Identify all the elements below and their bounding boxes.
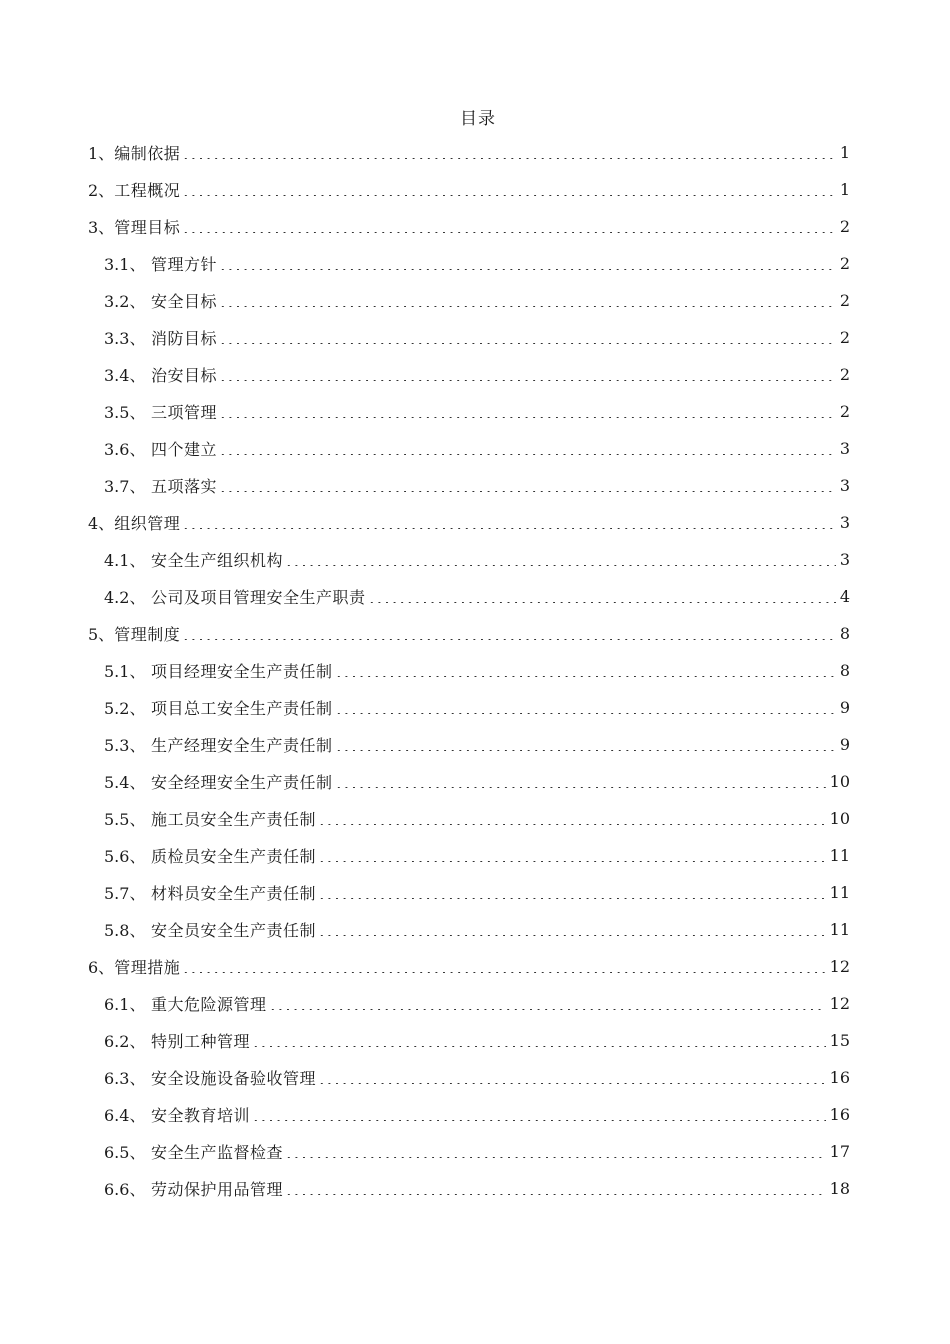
- toc-list: [0, 134, 950, 1207]
- toc-entry-number: 2、: [88, 181, 115, 200]
- toc-entry-number: 4、: [88, 514, 115, 533]
- toc-entry-page-number: 2: [839, 365, 850, 384]
- toc-subsection-entry[interactable]: [0, 282, 950, 319]
- toc-entry-number: 6.2、: [104, 1032, 146, 1051]
- toc-entry-page-number: 12: [829, 957, 850, 976]
- toc-subsection-entry[interactable]: [0, 985, 950, 1022]
- toc-dot-leader: [318, 861, 826, 862]
- toc-entry-label: 管理方针: [151, 255, 218, 274]
- toc-entry-label: 治安目标: [151, 366, 218, 385]
- toc-dot-leader: [269, 1009, 826, 1010]
- toc-dot-leader: [219, 454, 836, 455]
- toc-subsection-entry[interactable]: [0, 1022, 950, 1059]
- toc-entry-label: 安全目标: [151, 292, 218, 311]
- toc-dot-leader: [318, 898, 826, 899]
- toc-subsection-entry[interactable]: [0, 467, 950, 504]
- toc-entry-number: 6.1、: [104, 995, 146, 1014]
- toc-dot-leader: [182, 972, 825, 973]
- toc-entry-label: 项目经理安全生产责任制: [151, 662, 333, 681]
- toc-entry-label: 安全生产监督检查: [151, 1143, 284, 1162]
- toc-entry-page-number: 8: [839, 624, 850, 643]
- toc-entry-number: 3.7、: [104, 477, 146, 496]
- toc-entry-page-number: 3: [839, 550, 850, 569]
- toc-entry-number: 6、: [88, 958, 115, 977]
- toc-entry-label: 质检员安全生产责任制: [151, 847, 317, 866]
- toc-dot-leader: [285, 1157, 826, 1158]
- toc-section-entry[interactable]: [0, 948, 950, 985]
- toc-entry-number: 5.6、: [104, 847, 146, 866]
- toc-entry-page-number: 10: [829, 772, 850, 791]
- toc-entry-label: 安全生产组织机构: [151, 551, 284, 570]
- toc-subsection-entry[interactable]: [0, 837, 950, 874]
- toc-entry-page-number: 4: [839, 587, 850, 606]
- toc-entry-label: 管理制度: [114, 625, 181, 644]
- toc-subsection-entry[interactable]: [0, 689, 950, 726]
- toc-dot-leader: [219, 343, 836, 344]
- toc-dot-leader: [335, 713, 836, 714]
- toc-subsection-entry[interactable]: [0, 245, 950, 282]
- toc-entry-page-number: 2: [839, 402, 850, 421]
- toc-entry-page-number: 10: [829, 809, 850, 828]
- toc-entry-number: 5.1、: [104, 662, 146, 681]
- toc-entry-page-number: 3: [839, 513, 850, 532]
- toc-entry-page-number: 9: [839, 698, 850, 717]
- toc-entry-label: 编制依据: [114, 144, 181, 163]
- toc-entry-label: 材料员安全生产责任制: [151, 884, 317, 903]
- toc-dot-leader: [182, 232, 836, 233]
- toc-dot-leader: [285, 565, 836, 566]
- toc-entry-page-number: 11: [829, 846, 850, 865]
- toc-entry-number: 3、: [88, 218, 115, 237]
- toc-entry-label: 四个建立: [151, 440, 218, 459]
- toc-entry-label: 安全员安全生产责任制: [151, 921, 317, 940]
- toc-entry-page-number: 1: [839, 180, 850, 199]
- toc-entry-page-number: 2: [839, 217, 850, 236]
- toc-entry-number: 3.1、: [104, 255, 146, 274]
- toc-entry-page-number: 2: [839, 291, 850, 310]
- toc-entry-number: 4.2、: [104, 588, 146, 607]
- toc-subsection-entry[interactable]: [0, 1133, 950, 1170]
- toc-entry-label: 三项管理: [151, 403, 218, 422]
- toc-subsection-entry[interactable]: [0, 1096, 950, 1133]
- toc-entry-number: 5.7、: [104, 884, 146, 903]
- toc-entry-label: 施工员安全生产责任制: [151, 810, 317, 829]
- toc-section-entry[interactable]: [0, 134, 950, 171]
- toc-section-entry[interactable]: [0, 615, 950, 652]
- toc-entry-number: 3.6、: [104, 440, 146, 459]
- toc-entry-label: 安全教育培训: [151, 1106, 251, 1125]
- toc-entry-number: 3.5、: [104, 403, 146, 422]
- toc-dot-leader: [252, 1120, 826, 1121]
- toc-entry-label: 五项落实: [151, 477, 218, 496]
- toc-entry-number: 1、: [88, 144, 115, 163]
- toc-subsection-entry[interactable]: [0, 800, 950, 837]
- toc-subsection-entry[interactable]: [0, 652, 950, 689]
- toc-entry-page-number: 16: [829, 1105, 850, 1124]
- toc-entry-page-number: 3: [839, 476, 850, 495]
- toc-dot-leader: [219, 491, 836, 492]
- toc-dot-leader: [335, 787, 826, 788]
- toc-entry-label: 公司及项目管理安全生产职责: [151, 588, 366, 607]
- toc-entry-number: 3.4、: [104, 366, 146, 385]
- toc-entry-label: 项目总工安全生产责任制: [151, 699, 333, 718]
- toc-dot-leader: [219, 417, 836, 418]
- toc-subsection-entry[interactable]: [0, 541, 950, 578]
- toc-entry-page-number: 17: [829, 1142, 850, 1161]
- toc-entry-label: 消防目标: [151, 329, 218, 348]
- toc-entry-number: 5.2、: [104, 699, 146, 718]
- toc-entry-number: 6.4、: [104, 1106, 146, 1125]
- toc-dot-leader: [219, 380, 836, 381]
- toc-subsection-entry[interactable]: [0, 356, 950, 393]
- toc-dot-leader: [182, 639, 836, 640]
- toc-entry-label: 管理措施: [114, 958, 181, 977]
- toc-entry-page-number: 1: [839, 143, 850, 162]
- toc-entry-page-number: 2: [839, 328, 850, 347]
- toc-entry-number: 5、: [88, 625, 115, 644]
- toc-subsection-entry[interactable]: [0, 1170, 950, 1207]
- toc-entry-label: 安全经理安全生产责任制: [151, 773, 333, 792]
- toc-title: 目录: [460, 109, 496, 129]
- toc-entry-number: 3.3、: [104, 329, 146, 348]
- toc-dot-leader: [252, 1046, 826, 1047]
- toc-dot-leader: [335, 750, 836, 751]
- toc-entry-label: 重大危险源管理: [151, 995, 267, 1014]
- toc-dot-leader: [368, 602, 836, 603]
- toc-entry-label: 特别工种管理: [151, 1032, 251, 1051]
- toc-entry-page-number: 18: [829, 1179, 850, 1198]
- toc-entry-number: 5.4、: [104, 773, 146, 792]
- toc-subsection-entry[interactable]: [0, 578, 950, 615]
- toc-dot-leader: [182, 528, 836, 529]
- toc-dot-leader: [318, 824, 826, 825]
- toc-dot-leader: [219, 306, 836, 307]
- toc-entry-page-number: 16: [829, 1068, 850, 1087]
- toc-subsection-entry[interactable]: [0, 319, 950, 356]
- toc-entry-label: 生产经理安全生产责任制: [151, 736, 333, 755]
- toc-section-entry[interactable]: [0, 504, 950, 541]
- toc-subsection-entry[interactable]: [0, 726, 950, 763]
- toc-entry-number: 5.3、: [104, 736, 146, 755]
- toc-entry-number: 4.1、: [104, 551, 146, 570]
- toc-dot-leader: [219, 269, 836, 270]
- toc-dot-leader: [182, 195, 836, 196]
- toc-section-entry[interactable]: [0, 171, 950, 208]
- toc-subsection-entry[interactable]: [0, 393, 950, 430]
- toc-entry-number: 5.5、: [104, 810, 146, 829]
- toc-entry-page-number: 8: [839, 661, 850, 680]
- toc-dot-leader: [318, 935, 826, 936]
- toc-subsection-entry[interactable]: [0, 763, 950, 800]
- toc-entry-number: 6.5、: [104, 1143, 146, 1162]
- toc-dot-leader: [182, 158, 836, 159]
- toc-entry-label: 劳动保护用品管理: [151, 1180, 284, 1199]
- toc-subsection-entry[interactable]: [0, 911, 950, 948]
- toc-subsection-entry[interactable]: [0, 430, 950, 467]
- toc-entry-label: 安全设施设备验收管理: [151, 1069, 317, 1088]
- toc-subsection-entry[interactable]: [0, 1059, 950, 1096]
- toc-entry-number: 5.8、: [104, 921, 146, 940]
- toc-entry-number: 6.3、: [104, 1069, 146, 1088]
- toc-entry-number: 3.2、: [104, 292, 146, 311]
- toc-entry-page-number: 11: [829, 920, 850, 939]
- toc-entry-number: 6.6、: [104, 1180, 146, 1199]
- toc-entry-page-number: 2: [839, 254, 850, 273]
- toc-dot-leader: [285, 1194, 826, 1195]
- toc-dot-leader: [335, 676, 836, 677]
- toc-dot-leader: [318, 1083, 826, 1084]
- toc-entry-page-number: 11: [829, 883, 850, 902]
- toc-entry-page-number: 3: [839, 439, 850, 458]
- toc-entry-label: 工程概况: [114, 181, 181, 200]
- toc-entry-page-number: 15: [829, 1031, 850, 1050]
- toc-entry-page-number: 9: [839, 735, 850, 754]
- toc-entry-label: 管理目标: [114, 218, 181, 237]
- toc-section-entry[interactable]: [0, 208, 950, 245]
- toc-subsection-entry[interactable]: [0, 874, 950, 911]
- toc-entry-label: 组织管理: [114, 514, 181, 533]
- toc-entry-page-number: 12: [829, 994, 850, 1013]
